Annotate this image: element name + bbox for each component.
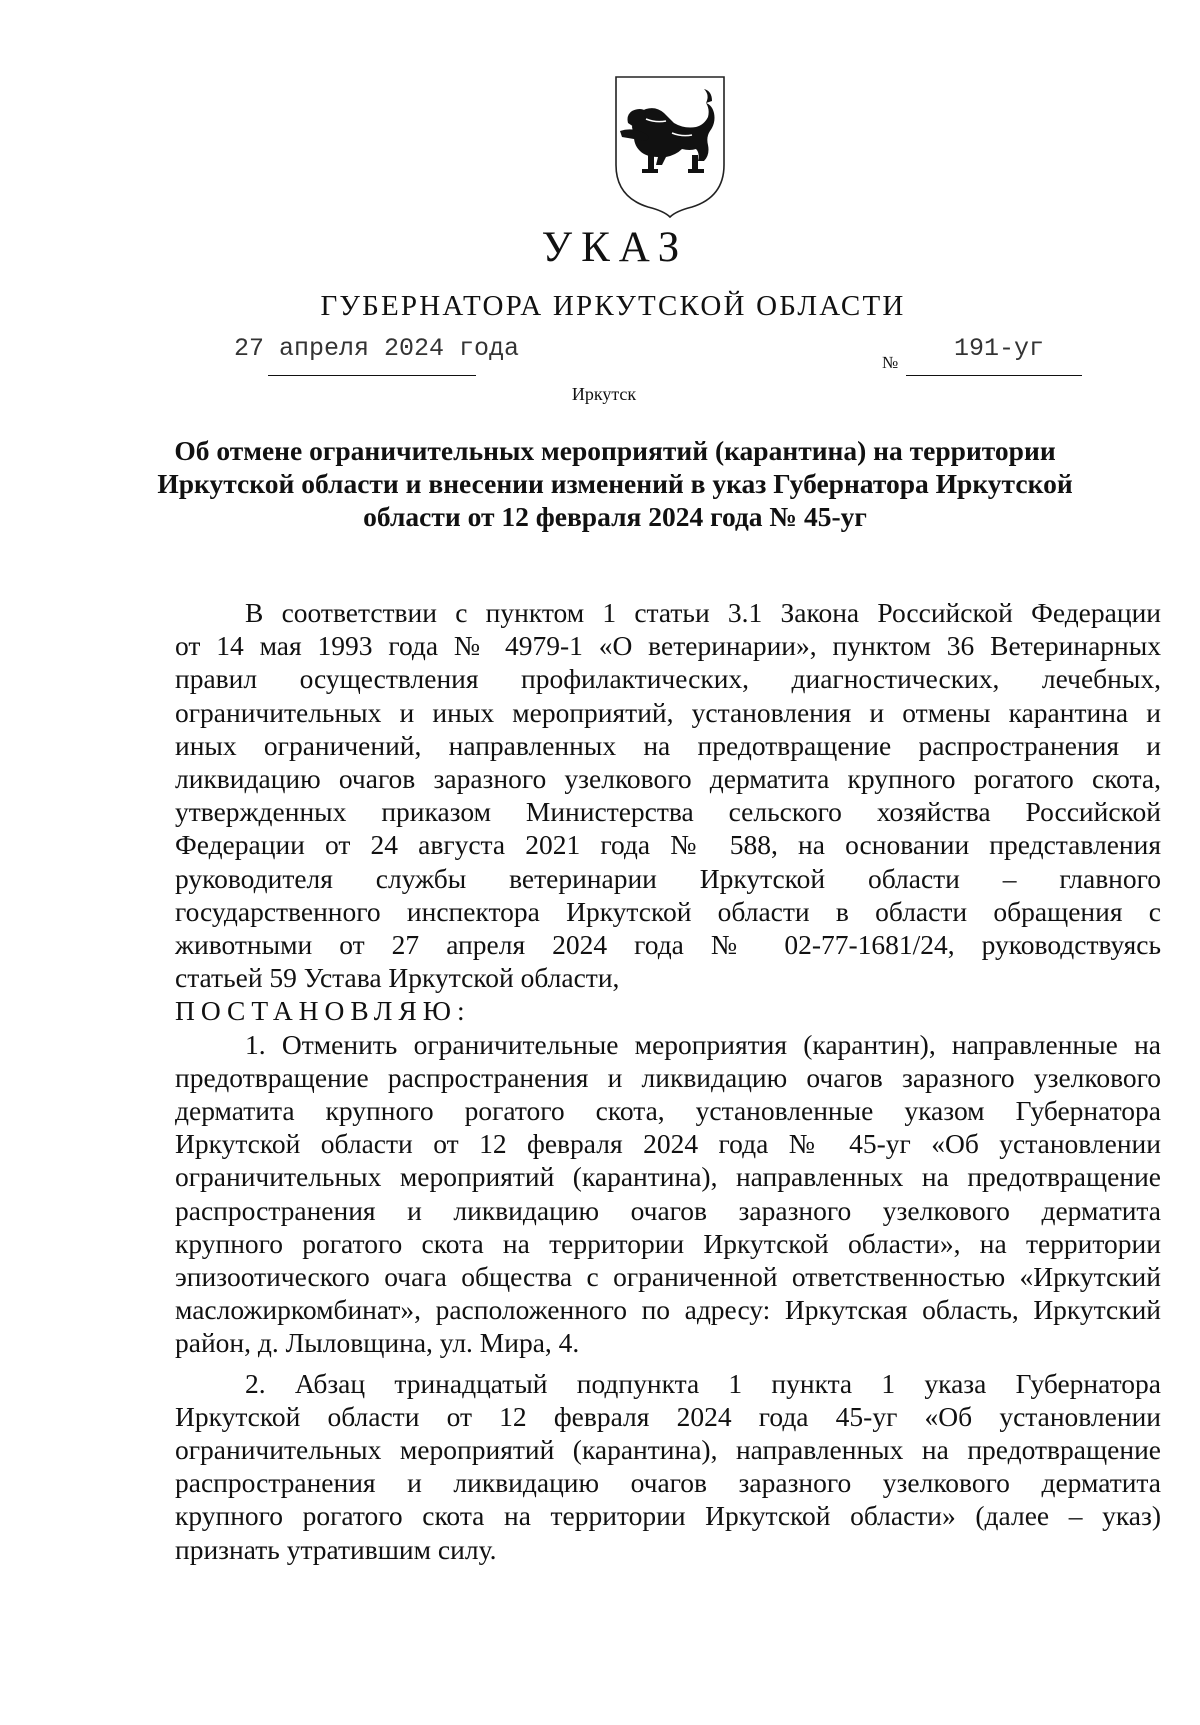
- text-line: предотвращение распространения и ликвидацию очагов заразного узелкового: [175, 1061, 1161, 1093]
- document-title: УКАЗ: [541, 224, 689, 271]
- document-number: 191-уг: [954, 334, 1045, 363]
- coat-of-arms-icon: [612, 73, 728, 219]
- text-line: В соответствии с пунктом 1 статьи 3.1 Закона Российской Федерации: [245, 597, 1161, 628]
- text-line: от 14 мая 1993 года № 4979-1 «О ветеринарии», пунктом 36 Ветеринарных: [175, 630, 1161, 662]
- document-heading: [150, 434, 1080, 533]
- number-sign: №: [882, 353, 899, 372]
- heading-line: Об отмене ограничительных мероприятий (карантина) на территории: [174, 435, 1056, 466]
- text-line: ликвидацию очагов заразного узелкового дерматита крупного рогатого скота,: [175, 763, 1161, 795]
- heading-line: Иркутской области и внесении изменений в указ Губернатора Иркутской: [157, 468, 1073, 499]
- text-line: Иркутской области от 12 февраля 2024 года № 45-уг «Об установлении: [175, 1128, 1161, 1160]
- paragraph-2: [175, 1367, 1161, 1566]
- document-body: [175, 596, 1161, 1566]
- text-line: руководителя службы ветеринарии Иркутской области – главного: [175, 862, 1161, 894]
- document-date: 27 апреля 2024 года: [234, 334, 520, 363]
- city-label: Иркутск: [571, 384, 637, 404]
- text-line: государственного инспектора Иркутской области в области обращения с: [175, 895, 1161, 927]
- text-line: утвержденных приказом Министерства сельского хозяйства Российской: [175, 796, 1161, 828]
- decree-word: ПОСТАНОВЛЯЮ:: [175, 995, 471, 1027]
- text-line: 1. Отменить ограничительные мероприятия (карантин), направленные на: [245, 1028, 1161, 1060]
- text-line: дерматита крупного рогатого скота, установленные указом Губернатора: [175, 1095, 1161, 1127]
- text-line: распространения и ликвидацию очагов заразного узелкового дерматита: [175, 1467, 1161, 1499]
- text-line: район, д. Лыловщина, ул. Мира, 4.: [175, 1327, 580, 1359]
- text-line: 2. Абзац тринадцатый подпункта 1 пункта 1 указа Губернатора: [245, 1367, 1161, 1399]
- heading-line: области от 12 февраля 2024 года № 45-уг: [363, 501, 867, 532]
- text-line: крупного рогатого скота на территории Иркутской области» (далее – указ): [175, 1500, 1161, 1532]
- text-line: масложиркомбинат», расположенного по адресу: Иркутская область, Иркутский: [175, 1294, 1161, 1326]
- date-field: [234, 333, 520, 376]
- number-field: [906, 333, 1082, 376]
- text-line: ограничительных мероприятий (карантина), направленных на предотвращение: [175, 1161, 1161, 1193]
- text-line: животными от 27 апреля 2024 года № 02-77-1681/24, руководствуясь: [175, 929, 1161, 961]
- text-line: правил осуществления профилактических, диагностических, лечебных,: [175, 663, 1161, 695]
- text-line: признать утратившим силу.: [175, 1533, 497, 1565]
- paragraph-1: [175, 1028, 1161, 1360]
- text-line: ограничительных мероприятий (карантина), направленных на предотвращение: [175, 1434, 1161, 1466]
- text-line: крупного рогатого скота на территории Иркутской области», на территории: [175, 1227, 1161, 1259]
- preamble-paragraph: [175, 596, 1161, 994]
- text-line: иных ограничений, направленных на предотвращение распространения и: [175, 729, 1161, 761]
- text-line: распространения и ликвидацию очагов заразного узелкового дерматита: [175, 1194, 1161, 1226]
- text-line: Федерации от 24 августа 2021 года № 588, на основании представления: [175, 829, 1161, 861]
- document-subtitle: ГУБЕРНАТОРА ИРКУТСКОЙ ОБЛАСТИ: [320, 290, 906, 322]
- text-line: эпизоотического очага общества с ограниченной ответственностью «Иркутский: [175, 1261, 1161, 1293]
- text-line: статьей 59 Устава Иркутской области,: [175, 962, 620, 994]
- text-line: ограничительных и иных мероприятий, установления и отмены карантина и: [175, 696, 1161, 728]
- text-line: Иркутской области от 12 февраля 2024 года 45-уг «Об установлении: [175, 1400, 1161, 1432]
